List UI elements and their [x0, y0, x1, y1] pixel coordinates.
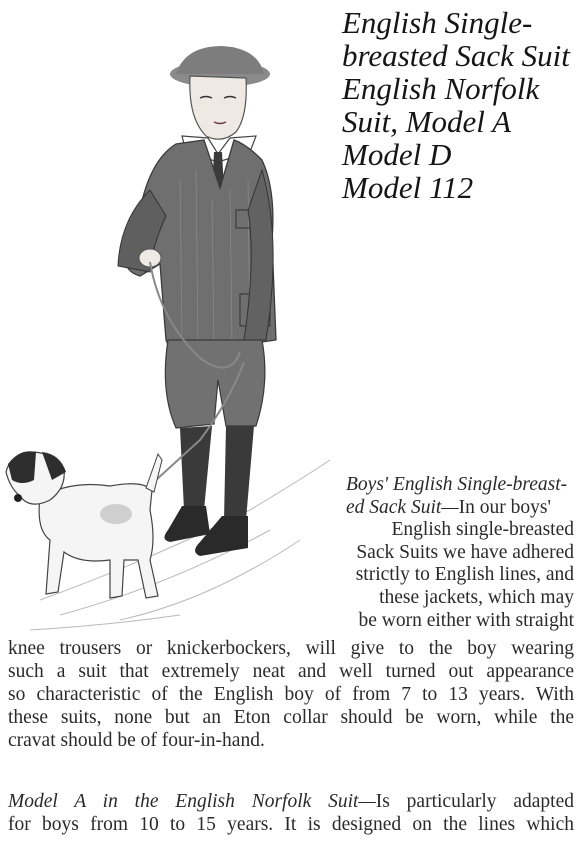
- body-line: for boys from 10 to 15 years. It is designed on the lines which: [8, 814, 574, 835]
- body-line: cravat should be of four-in-hand.: [8, 730, 265, 751]
- page-heading: [342, 6, 578, 204]
- sack-suit-lead-in: In our boys': [458, 496, 551, 518]
- heading-line-6: Model 112: [342, 170, 474, 205]
- sack-suit-continued: [8, 637, 574, 752]
- left-stocking: [180, 426, 212, 510]
- norfolk-suit-paragraph: [8, 790, 574, 836]
- body-line: Sack Suits we have adhered: [356, 541, 574, 563]
- face: [190, 76, 246, 139]
- knickerbockers: [165, 340, 265, 428]
- heading-line-4: Suit, Model A: [342, 104, 512, 139]
- heading-line-5: Model D: [342, 137, 452, 172]
- sack-suit-title-line-2: [346, 497, 574, 520]
- body-line: these jackets, which may: [379, 586, 574, 608]
- body-line: these suits, none but an Eton collar should be worn, while the: [8, 707, 574, 728]
- terrier-dog: [6, 451, 162, 598]
- heading-line-1: English Single-: [342, 5, 533, 40]
- heading-line-3: English Norfolk: [342, 71, 540, 106]
- boy-with-dog-illustration: [0, 40, 345, 640]
- right-stocking: [224, 426, 254, 520]
- norfolk-title-line: [8, 790, 574, 813]
- sack-suit-paragraph: [346, 474, 574, 632]
- sack-suit-title-line-1: Boys' English Single-breast-: [346, 474, 568, 495]
- heading-line-2: breasted Sack Suit: [342, 38, 570, 73]
- body-line: English single-breasted: [391, 519, 574, 541]
- body-line: strictly to English lines, and: [355, 564, 574, 586]
- left-boot: [164, 506, 210, 542]
- body-line: so characteristic of the English boy of from 7 to 13 years. With: [8, 684, 574, 705]
- sack-suit-title-end: ed Sack Suit—: [346, 496, 459, 518]
- body-line: be worn either with straight: [358, 609, 574, 631]
- body-line: such a suit that extremely neat and well turned out appearance: [8, 661, 574, 682]
- norfolk-lead-in: Is particularly adapted: [375, 791, 575, 812]
- body-line: knee trousers or knickerbockers, will give to the boy wearing: [8, 638, 574, 659]
- norfolk-title: Model A in the English Norfolk Suit—: [8, 791, 376, 812]
